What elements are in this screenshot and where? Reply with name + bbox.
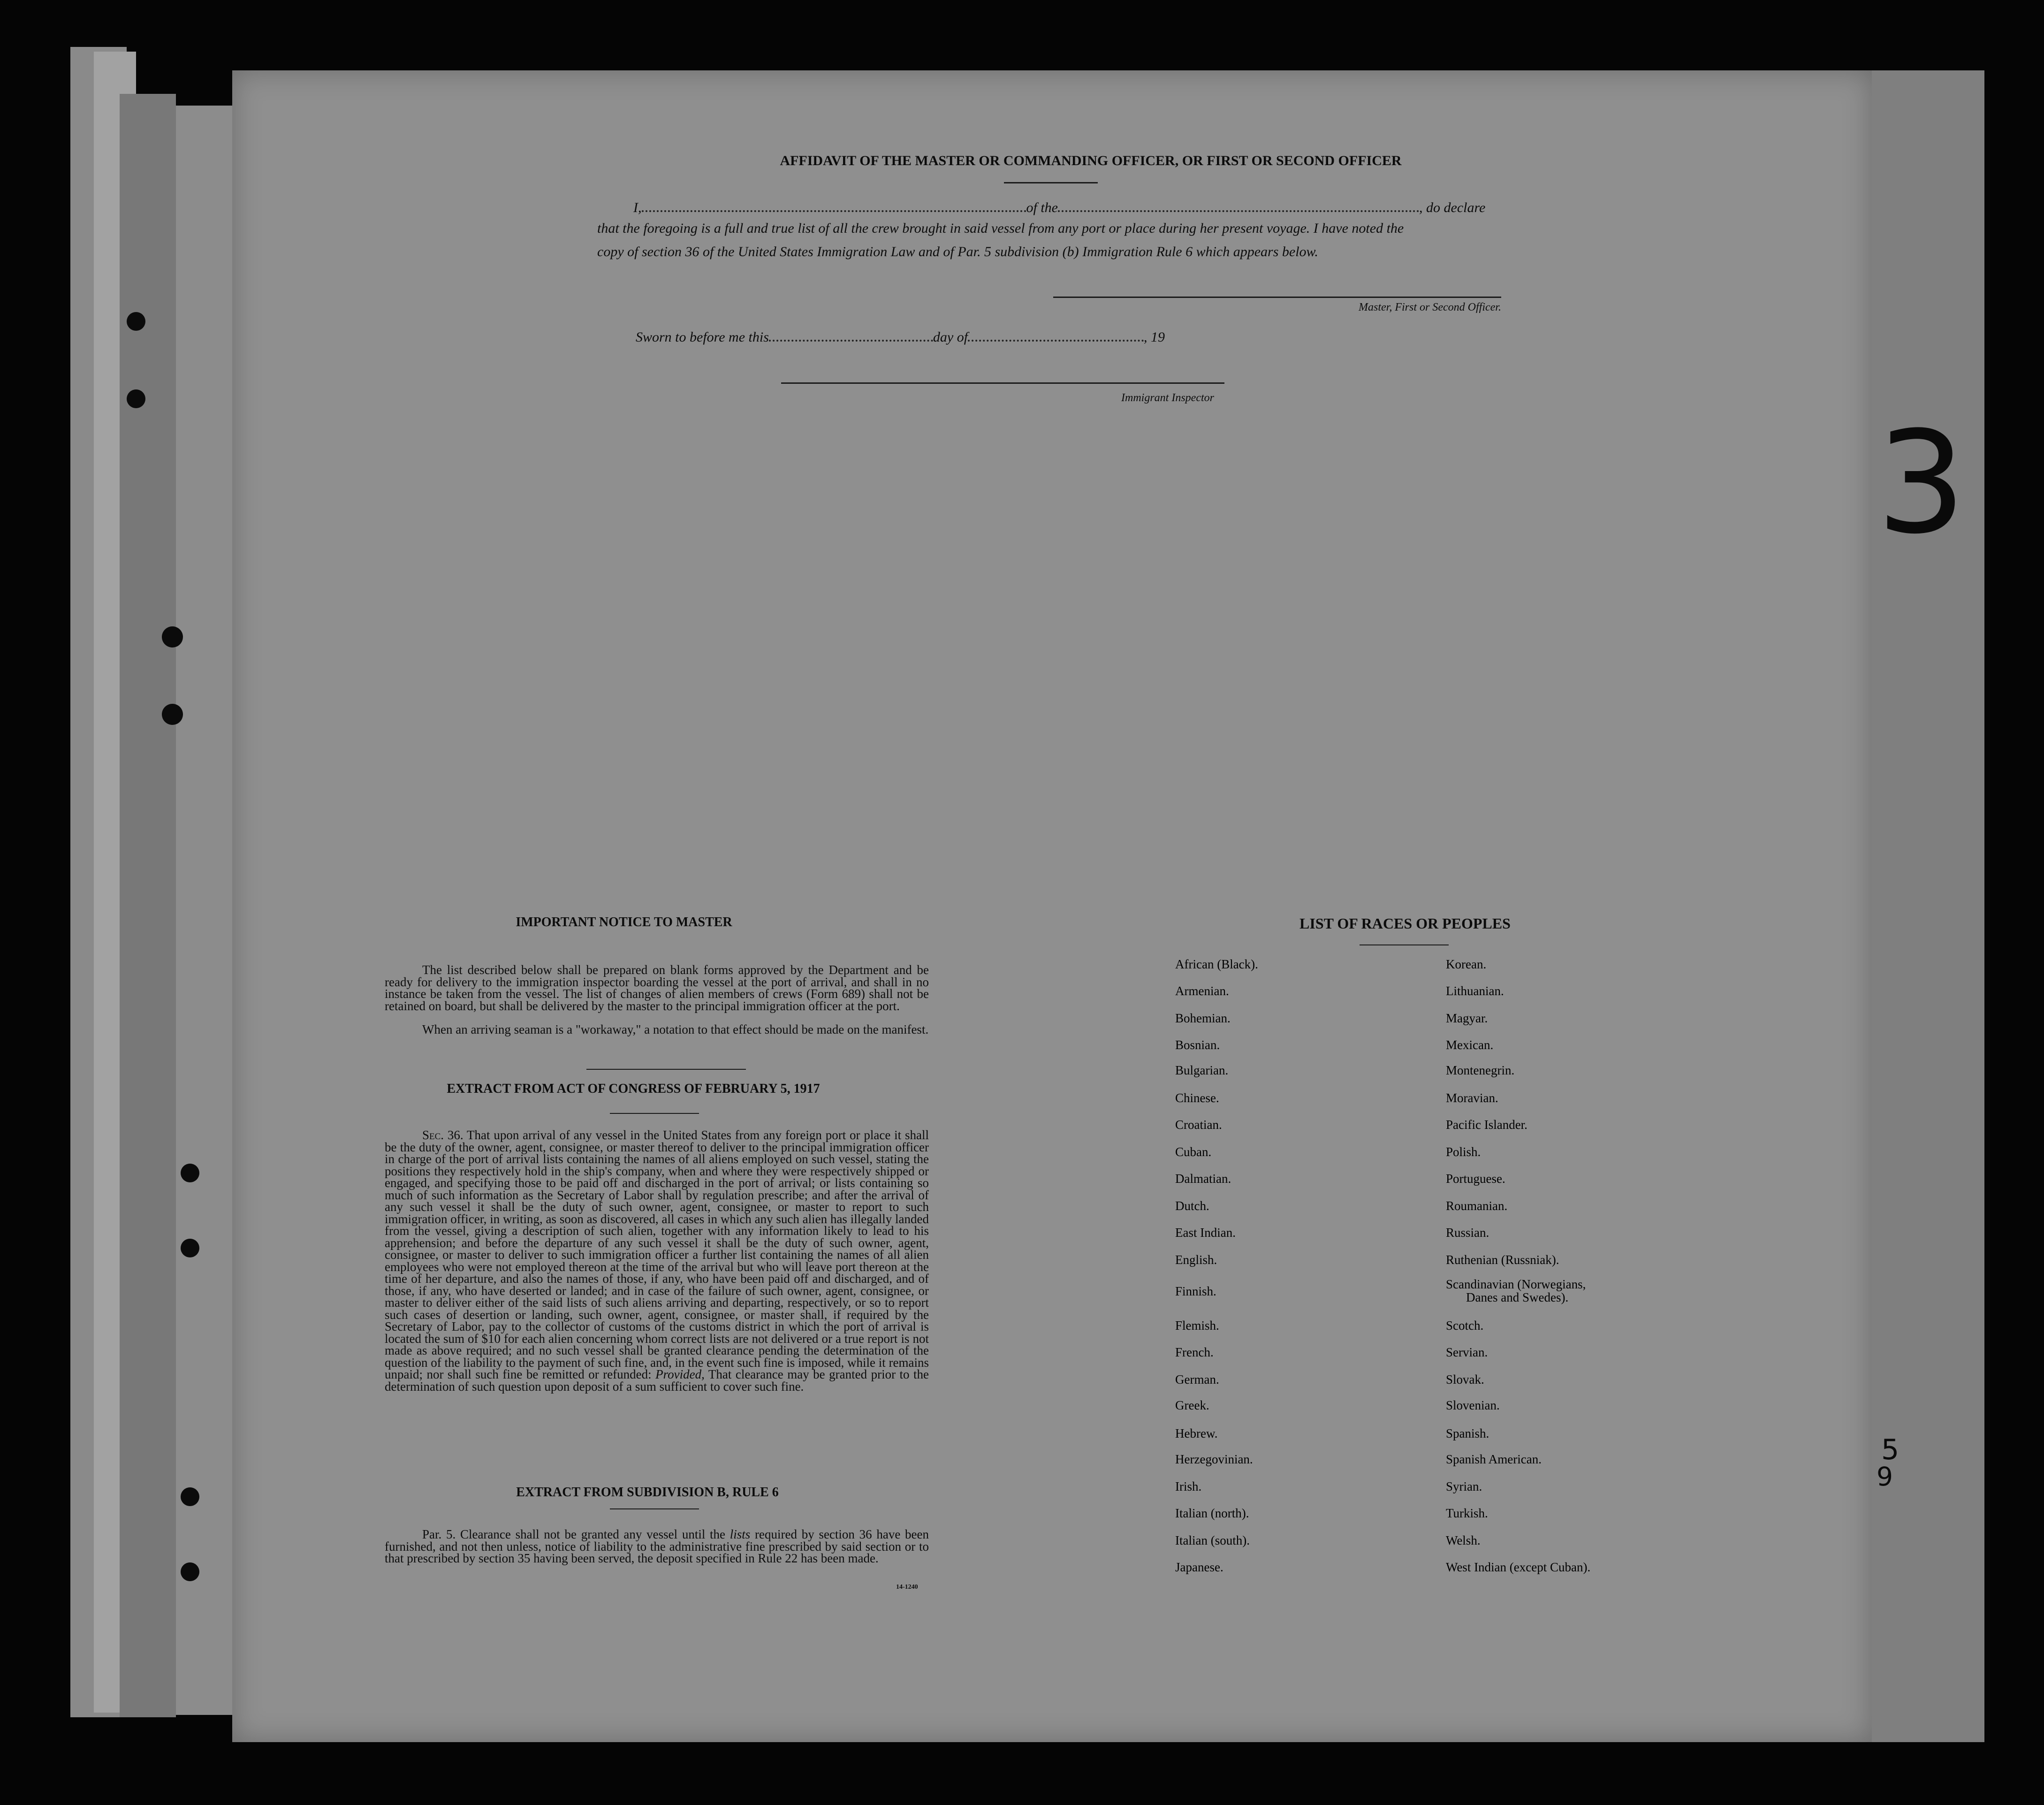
- race-left-11: East Indian.: [1175, 1226, 1236, 1240]
- punch-hole: [127, 312, 145, 331]
- punch-hole: [181, 1562, 199, 1581]
- notice-paragraph-1: The list described below shall be prepared on blank forms approved by the Department and be ready for delivery to the immigration inspector boarding the vessel at the port of arrival, and shall in no instance be taken from the vessel. The list of changes of alien members of crews (Form 689) shall not be retained on board, but shall be delivered by the master to the principal immigration officer at the port.: [385, 963, 929, 1013]
- punch-hole: [127, 389, 145, 408]
- inspector-label: Immigrant Inspector: [1121, 392, 1214, 404]
- race-left-20: Irish.: [1175, 1479, 1202, 1493]
- race-left-4: Bosnian.: [1175, 1038, 1220, 1052]
- underlying-sheet-left-3: [120, 94, 176, 1717]
- race-right-14: Scotch.: [1446, 1318, 1484, 1333]
- name-field-blank: [642, 197, 1026, 212]
- notice-paragraph-2: When an arriving seaman is a "workaway," a notation to that effect should be made on the manifest.: [422, 1022, 929, 1036]
- race-left-19: Herzegovinian.: [1175, 1452, 1253, 1466]
- race-right-4: Mexican.: [1446, 1038, 1494, 1052]
- race-right-9: Portuguese.: [1446, 1172, 1505, 1186]
- race-right-21: Turkish.: [1446, 1506, 1488, 1520]
- punch-hole: [181, 1239, 199, 1257]
- signature-label: Master, First or Second Officer.: [1359, 301, 1501, 313]
- affidavit-line-2: that the foregoing is a full and true list of all the crew brought in said vessel from any port or place during her present voyage. I have noted the: [597, 221, 1404, 236]
- sworn-month-blank: [968, 327, 1144, 342]
- section-36-end: That clearance may be granted prior to the determination of such question upon deposit of a sum sufficient to cover such fine.: [385, 1367, 929, 1394]
- sworn-line: [636, 327, 1199, 345]
- extract-rule-rule: [610, 1508, 699, 1509]
- extract-rule-title: EXTRACT FROM SUBDIVISION B, RULE 6: [516, 1485, 779, 1500]
- race-right-5: Montenegrin.: [1446, 1063, 1515, 1077]
- race-left-5: Bulgarian.: [1175, 1063, 1229, 1077]
- affidavit-i-label: I,: [633, 200, 642, 215]
- punch-hole: [181, 1487, 199, 1506]
- affidavit-line-3: copy of section 36 of the United States Immigration Law and of Par. 5 subdivision (b) Immigration Rule 6 which appears below.: [597, 244, 1318, 259]
- race-right-12: Ruthenian (Russniak).: [1446, 1253, 1559, 1267]
- handwritten-page-number: 3: [1877, 401, 1966, 565]
- race-left-18: Hebrew.: [1175, 1426, 1218, 1440]
- race-right-11: Russian.: [1446, 1226, 1489, 1240]
- affidavit-of-the-label: of the: [1026, 200, 1058, 215]
- handwritten-mark-9: 9: [1877, 1462, 1893, 1492]
- extract-act-text: [385, 1129, 929, 1393]
- lists-word: lists: [729, 1527, 751, 1541]
- section-36-body: That upon arrival of any vessel in the United States from any foreign port or place it shall be the duty of the owner, agent, consignee, or master thereof to deliver to the principal immigration officer in charge of the port of arrival lists containing the names of all aliens employed on such vessel, stating the positions they respectively hold in the ship's company, when and where they were respectively shipped or engaged, and specifying those to be paid off and discharged in the port of arrival; or lists containing so much of such information as the Secretary of Labor shall by regulation prescribe; and after the arrival of any such vessel it shall be the duty of such owner, agent, consignee, or master to report to such immigration officer, in writing, as soon as discovered, all cases in which any such alien has illegally landed from the vessel, giving a description of such alien, together with any information likely to lead to his apprehension; and before the departure of any such vessel it shall be the duty of such owner, agent, consignee, or master to deliver to such immigration officer a further list containing the names of all alien employees who were not employed thereon at the time of the arrival but who will leave port thereon at the time of her departure, and also the names of those, if any, who have been paid off and discharged, and of those, if any, who have deserted or landed; and in case of the failure of such owner, agent, consignee, or master to deliver either of the said lists of such aliens arriving and departing, respectively, or so to report such cases of desertion or landing, such owner, agent, consignee, or master shall, if required by the Secretary of Labor, pay to the collector of customs of the customs district in which the port of arrival is located the sum of $10 for each alien concerning whom correct lists are not delivered or a true report is not made as above required; and no such vessel shall be granted clearance pending the determination of the question of the liability to the payment of such fine, and, in the event such fine is imposed, while it remains unpaid; nor shall such fine be remitted or refunded:: [385, 1128, 929, 1381]
- race-right-2: Lithuanian.: [1446, 984, 1504, 998]
- race-left-15: French.: [1175, 1345, 1214, 1359]
- race-right-13-cont: Danes and Swedes).: [1466, 1290, 1569, 1304]
- sworn-prefix: Sworn to before me this: [636, 329, 769, 345]
- vessel-field-blank: [1058, 197, 1419, 212]
- race-right-18: Spanish.: [1446, 1426, 1489, 1440]
- sworn-date-blank: [769, 327, 933, 342]
- underlying-sheet-left-4: [176, 106, 232, 1715]
- affidavit-title: AFFIDAVIT OF THE MASTER OR COMMANDING OFFICER, OR FIRST OR SECOND OFFICER: [780, 153, 1402, 168]
- race-right-8: Polish.: [1446, 1145, 1481, 1159]
- rule-text-end: required by section 36 have been furnished, and not then unless, notice of liability to the administrative fine prescribed by said section or to that prescribed by section 35 having been served, the deposit specified in Rule 22 has been made.: [385, 1527, 929, 1565]
- sworn-day-label: day of: [933, 329, 968, 345]
- race-left-3: Bohemian.: [1175, 1011, 1231, 1025]
- extract-rule-text: [385, 1529, 929, 1565]
- race-left-7: Croatian.: [1175, 1118, 1222, 1132]
- form-number: 14-1240: [896, 1584, 918, 1591]
- notice-divider: [586, 1069, 746, 1070]
- race-right-6: Moravian.: [1446, 1091, 1498, 1105]
- race-left-23: Japanese.: [1175, 1560, 1223, 1574]
- signature-line: [1053, 297, 1501, 298]
- race-left-17: Greek.: [1175, 1398, 1209, 1412]
- affidavit-declare-label: , do declare: [1419, 200, 1486, 215]
- race-left-1: African (Black).: [1175, 957, 1258, 971]
- race-right-16: Slovak.: [1446, 1372, 1484, 1386]
- race-left-10: Dutch.: [1175, 1199, 1209, 1213]
- race-left-12: English.: [1175, 1253, 1217, 1267]
- race-left-6: Chinese.: [1175, 1091, 1219, 1105]
- race-left-13: Finnish.: [1175, 1284, 1216, 1298]
- race-right-17: Slovenian.: [1446, 1398, 1500, 1412]
- section-label: Sec. 36.: [422, 1128, 464, 1142]
- race-right-10: Roumanian.: [1446, 1199, 1508, 1213]
- affidavit-line-1: [633, 197, 1506, 216]
- affidavit-title-rule: [1004, 182, 1098, 183]
- provided-label: Provided,: [655, 1367, 705, 1381]
- race-left-9: Dalmatian.: [1175, 1172, 1231, 1186]
- race-right-7: Pacific Islander.: [1446, 1118, 1527, 1132]
- punch-hole: [162, 626, 183, 647]
- race-right-3: Magyar.: [1446, 1011, 1488, 1025]
- race-right-13: Scandinavian (Norwegians,: [1446, 1277, 1586, 1291]
- notice-title: IMPORTANT NOTICE TO MASTER: [516, 915, 732, 929]
- inspector-signature-line: [781, 382, 1224, 384]
- race-left-22: Italian (south).: [1175, 1533, 1250, 1547]
- extract-act-title: EXTRACT FROM ACT OF CONGRESS OF FEBRUARY 5, 1917: [447, 1081, 820, 1096]
- race-left-16: German.: [1175, 1372, 1219, 1386]
- rule-text-start: Par. 5. Clearance shall not be granted any vessel until the: [422, 1527, 726, 1541]
- punch-hole: [181, 1164, 199, 1182]
- races-title: LIST OF RACES OR PEOPLES: [1299, 915, 1511, 932]
- handwritten-mark-5: 5: [1881, 1433, 1900, 1466]
- race-left-21: Italian (north).: [1175, 1506, 1249, 1520]
- sworn-year-label: , 19: [1144, 329, 1165, 345]
- race-right-20: Syrian.: [1446, 1479, 1482, 1493]
- race-right-22: Welsh.: [1446, 1533, 1481, 1547]
- extract-act-rule: [610, 1113, 699, 1114]
- race-left-2: Armenian.: [1175, 984, 1229, 998]
- race-left-8: Cuban.: [1175, 1145, 1212, 1159]
- punch-hole: [162, 704, 183, 725]
- race-right-19: Spanish American.: [1446, 1452, 1542, 1466]
- races-title-rule: [1360, 944, 1449, 945]
- race-right-23: West Indian (except Cuban).: [1446, 1560, 1591, 1574]
- race-right-15: Servian.: [1446, 1345, 1488, 1359]
- race-left-14: Flemish.: [1175, 1318, 1219, 1333]
- race-right-1: Korean.: [1446, 957, 1487, 971]
